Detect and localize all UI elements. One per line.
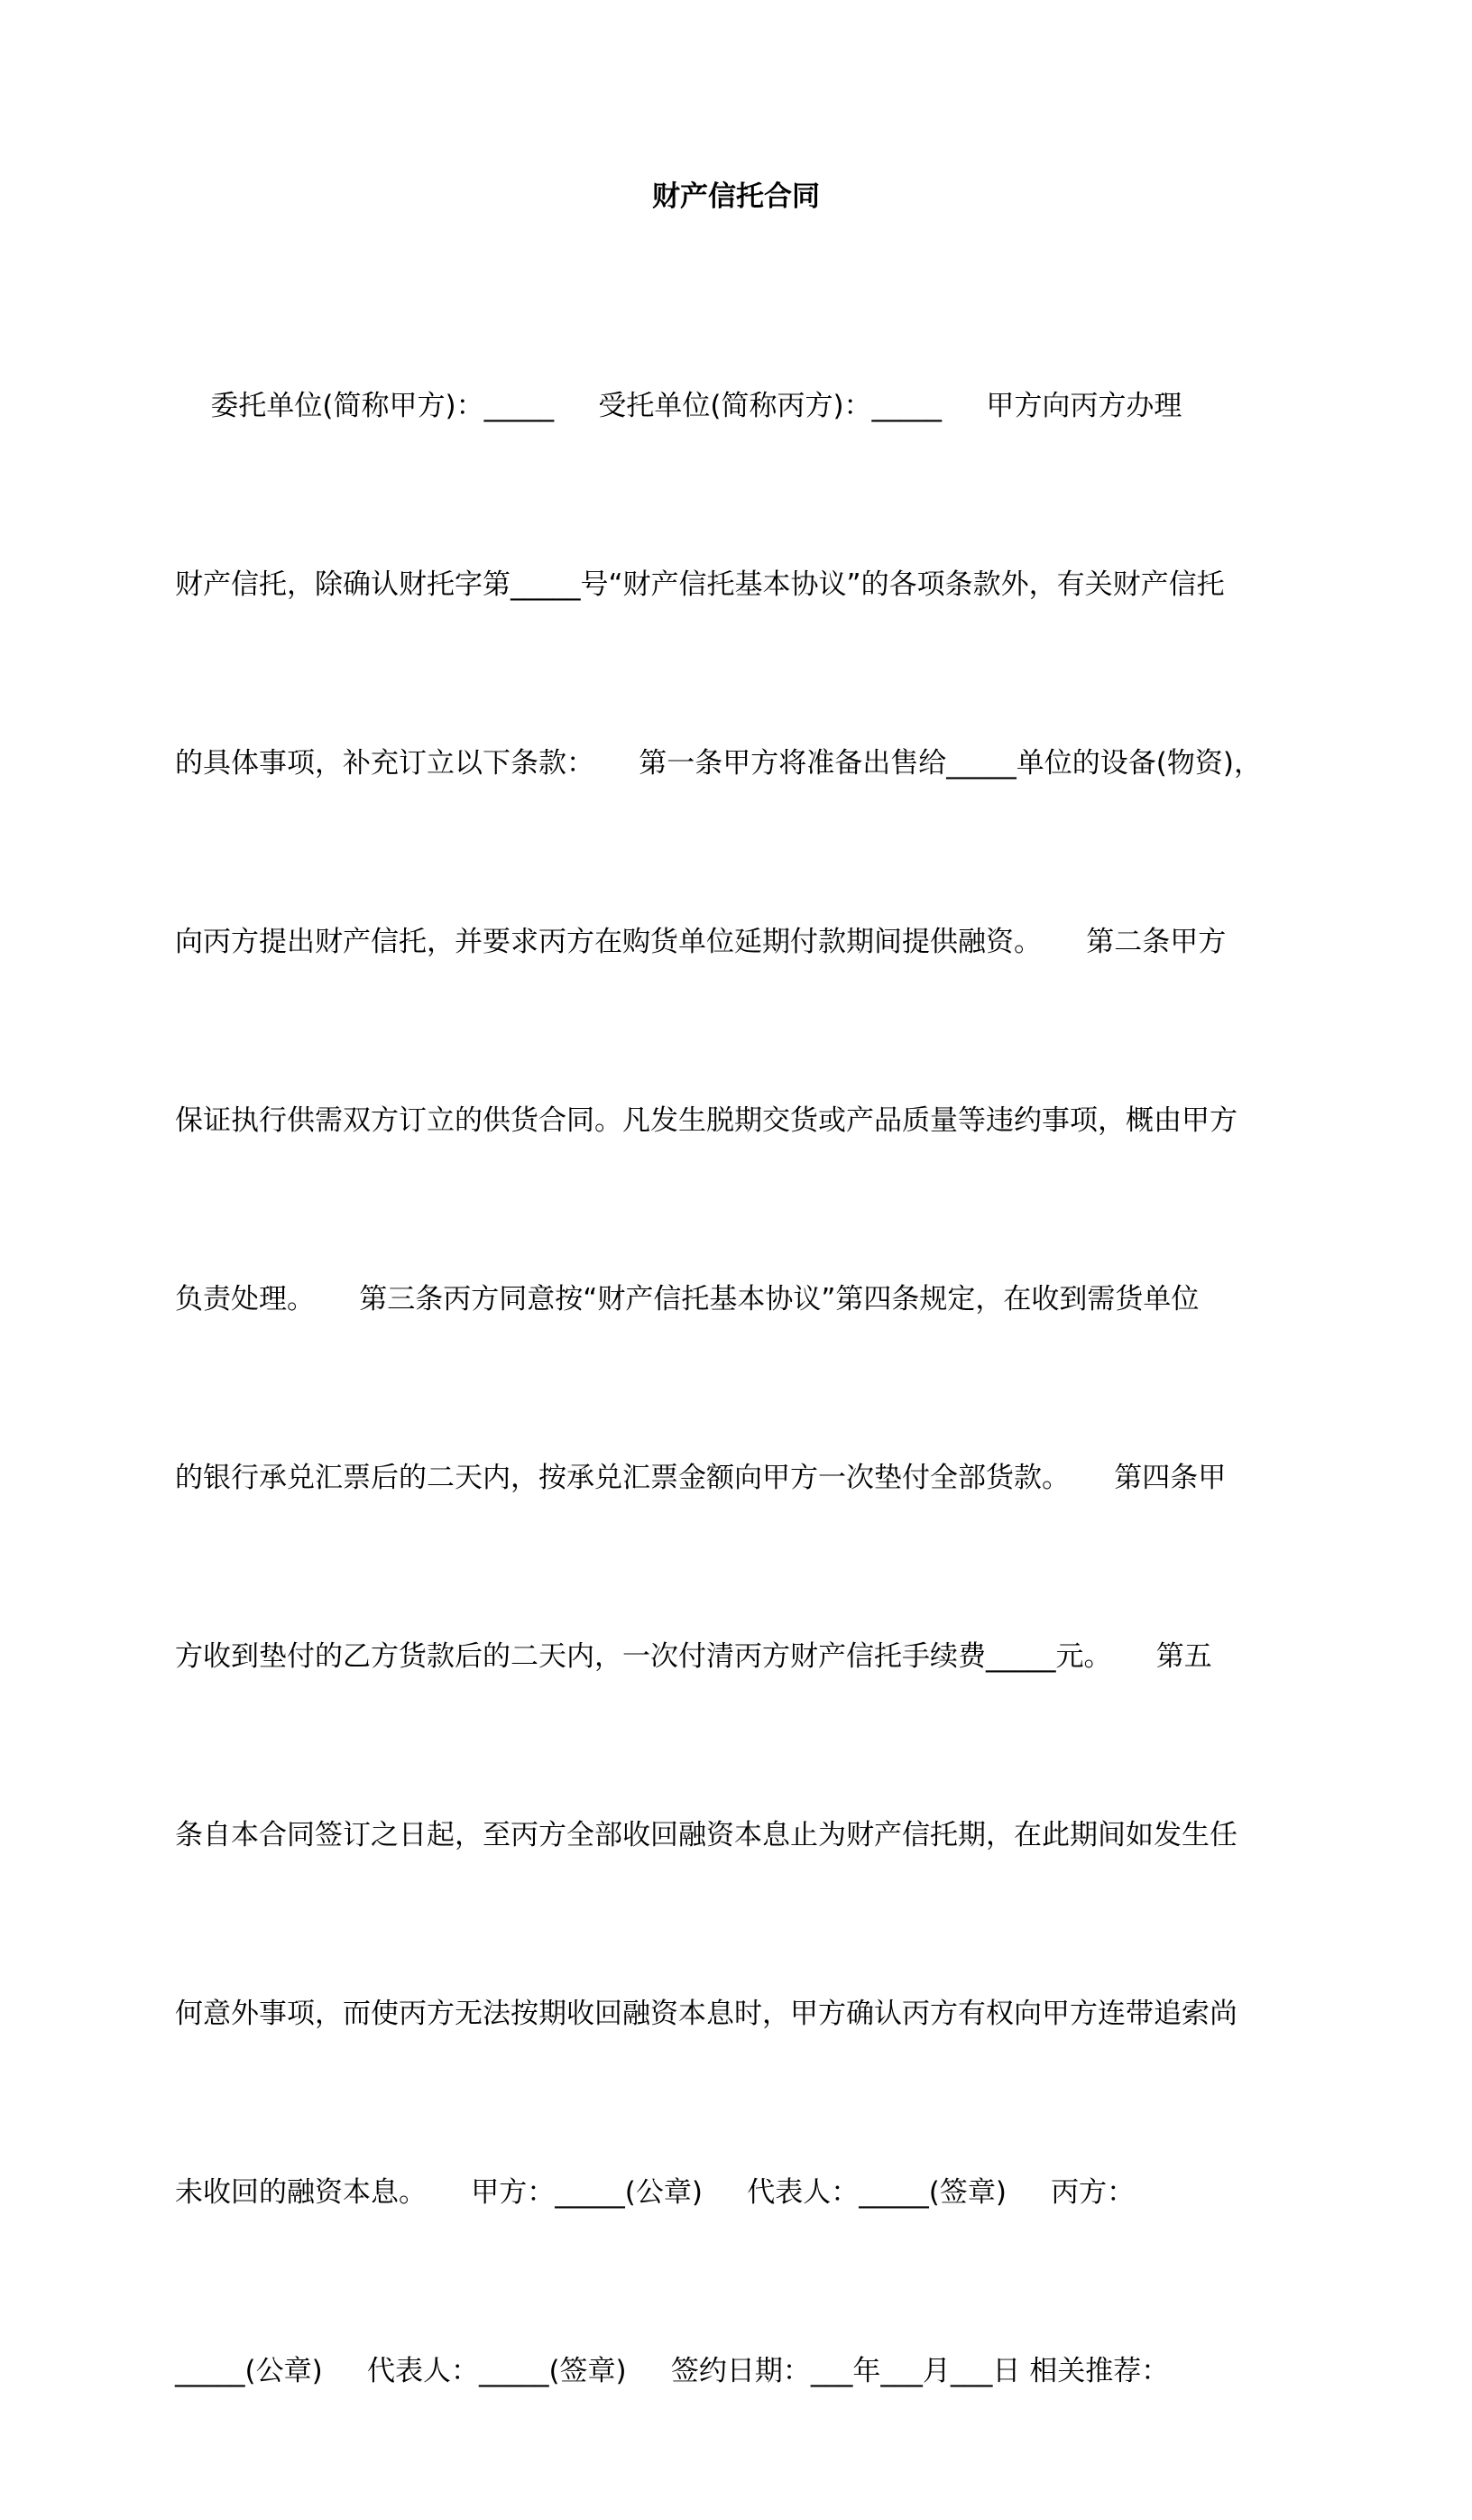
body-line-1: 委托单位(简称甲方)：_____ 受托单位(简称丙方)：_____ 甲方向丙方办理 [175,390,1182,422]
body-line-6: 负责处理。 第三条丙方同意按“财产信托基本协议”第四条规定，在收到需货单位 [175,1283,1200,1315]
body-line-5: 保证执行供需双方订立的供货合同。凡发生脱期交货或产品质量等违约事项，概由甲方 [175,1104,1237,1137]
contract-body [175,257,1302,2520]
body-line-10: 何意外事项，而使丙方无法按期收回融资本息时，甲方确认丙方有权向甲方连带追索尚 [175,1998,1237,2030]
body-line-7: 的银行承兑汇票后的二天内，按承兑汇票金额向甲方一次垫付全部货款。 第四条甲 [175,1462,1227,1494]
document-title: 财产信托合同 [652,180,820,213]
body-line-9: 条自本合同签订之日起，至丙方全部收回融资本息止为财产信托期，在此期间如发生任 [175,1819,1237,1851]
body-line-8: 方收到垫付的乙方货款后的二天内，一次付清丙方财产信托手续费_____元。 第五 [175,1640,1212,1673]
body-line-12: _____(公章) 代表人：_____(签章) 签约日期：___年___月___日 相关推荐： [175,2355,1170,2387]
body-line-3: 的具体事项，补充订立以下条款： 第一条甲方将准备出售给_____单位的设备(物资)， [175,747,1262,780]
body-line-11: 未收回的融资本息。 甲方：_____(公章) 代表人：_____(签章) 丙方： [175,2176,1136,2209]
body-line-4: 向丙方提出财产信托，并要求丙方在购货单位延期付款期间提供融资。 第二条甲方 [175,926,1227,958]
body-line-2: 财产信托，除确认财托字第_____号“财产信托基本协议”的各项条款外，有关财产信托 [175,568,1225,601]
